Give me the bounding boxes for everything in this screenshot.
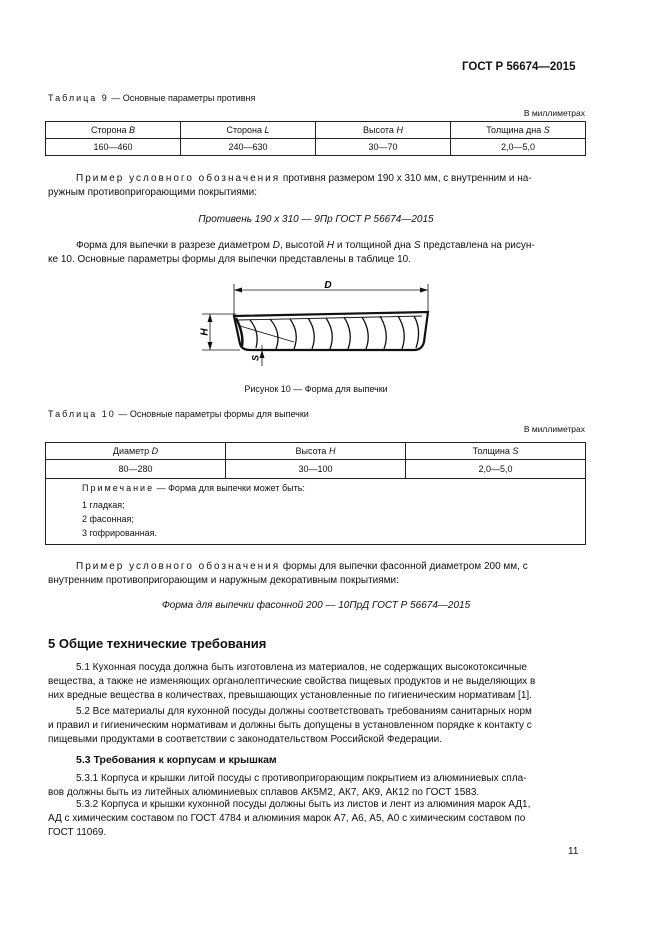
arrow-icon xyxy=(208,342,213,350)
table10-units: В миллиметрах xyxy=(523,424,585,434)
paragraph-5-1: 5.1 Кухонная посуда должна быть изготовлена из материалов, не содержащих высокотоксичные вещества, а также не изменяющих органолептические свойства пищевых продуктов и не выделяющих в них вредные вещества в количествах, превышающих установленные по гигиеническим нормативам [1]. xyxy=(48,662,536,701)
table9-header-cell: Высота H xyxy=(316,122,451,139)
arrow-icon xyxy=(420,288,428,293)
paragraph-5-3-2: 5.3.2 Корпуса и крышки кухонной посуды должны быть из листов и лент из алюминия марок АД1, АД с химическим составом по ГОСТ 4784 и алюминия марок А7, А6, А5, А0 с химическим составом по ГОСТ 11069. xyxy=(48,799,531,838)
arrow-icon xyxy=(208,314,213,322)
table9-data-row xyxy=(46,139,586,156)
table9-cell: 30—70 xyxy=(316,139,451,156)
paragraph-5-2: 5.2 Все материалы для кухонной посуды должны соответствовать требованиям санитарных норм и правил и гигиеническим нормативам и должны быть допущены в установленном порядке к контакту с пищевыми продуктами в соответствии с законодательством Российской Федерации. xyxy=(48,706,532,745)
table10-caption-text: — Основные параметры формы для выпечки xyxy=(115,409,309,419)
section-5-heading: 5 Общие технические требования xyxy=(48,636,267,651)
page-number: 11 xyxy=(568,846,579,857)
table10-caption xyxy=(48,409,309,419)
table10-data-row xyxy=(46,460,586,479)
table10-cell: 2,0—5,0 xyxy=(406,460,586,479)
label-d: D xyxy=(324,280,332,291)
example1-designation: Противень 190 х 310 — 9Пр ГОСТ Р 56674—2015 xyxy=(198,214,434,225)
table10-header-cell: Толщина S xyxy=(406,443,586,460)
table9-units: В миллиметрах xyxy=(523,108,585,118)
table10-note-row xyxy=(46,479,586,545)
table9-cell: 160—460 xyxy=(46,139,181,156)
table9 xyxy=(45,121,586,156)
table10-header-cell: Высота H xyxy=(226,443,406,460)
label-s: S xyxy=(250,354,261,362)
table9-header-cell: Сторона L xyxy=(181,122,316,139)
table10-header-cell: Диаметр D xyxy=(46,443,226,460)
label-h: H xyxy=(199,328,211,336)
table10-note: Примечание — Форма для выпечки может быть: 1 гладкая; 2 фасонная; 3 гофрированная. xyxy=(46,479,586,545)
example2-designation: Форма для выпечки фасонной 200 — 10ПрД ГОСТ Р 56674—2015 xyxy=(161,600,471,611)
table10 xyxy=(45,442,586,545)
table9-caption-prefix: Таблица 9 xyxy=(48,93,109,103)
table9-caption-text: — Основные параметры противня xyxy=(108,93,256,103)
note-lead: Примечание xyxy=(82,483,155,493)
example1-lead: Пример условного обозначения xyxy=(76,173,281,184)
note-item: 1 гладкая; xyxy=(82,500,125,510)
figure-10-drawing xyxy=(190,276,450,372)
table10-cell: 30—100 xyxy=(226,460,406,479)
example2-text: Пример условного обозначения формы для выпечки фасонной диаметром 200 мм, с внутренним противопригорающим и наружным декоративным покрытиями: xyxy=(48,561,528,586)
subsection-5-3-heading: 5.3 Требования к корпусам и крышкам xyxy=(76,754,277,766)
table10-cell: 80—280 xyxy=(46,460,226,479)
table9-header-cell: Толщина дна S xyxy=(451,122,586,139)
standard-number: ГОСТ Р 56674—2015 xyxy=(462,61,576,73)
figure-caption: Рисунок 10 — Форма для выпечки xyxy=(244,384,388,394)
table10-header-row xyxy=(46,443,586,460)
table9-caption xyxy=(48,93,255,103)
paragraph-5-3-1: 5.3.1 Корпуса и крышки литой посуды с противопригорающим покрытием из алюминиевых спла- вов должны быть из литейных алюминиевых сплавов АК5М2, АК7, АК9, АК12 по ГОСТ 1583. xyxy=(48,773,527,798)
table9-cell: 240—630 xyxy=(181,139,316,156)
table10-caption-prefix: Таблица 10 xyxy=(48,409,116,419)
arrow-icon xyxy=(234,288,242,293)
example2-lead: Пример условного обозначения xyxy=(76,561,281,572)
note-item: 3 гофрированная. xyxy=(82,528,158,538)
table9-header-cell: Сторона B xyxy=(46,122,181,139)
note-item: 2 фасонная; xyxy=(82,514,134,524)
table9-cell: 2,0—5,0 xyxy=(451,139,586,156)
table9-header-row xyxy=(46,122,586,139)
form-paragraph: Форма для выпечки в разрезе диаметром D, высотой H и толщиной дна S представлена на рисун- ке 10. Основные параметры формы для выпечки представлены в таблице 10. xyxy=(48,240,535,265)
example1-text: Пример условного обозначения противня размером 190 х 310 мм, с внутренним и на- ружным противопригорающими покрытиями: xyxy=(48,173,532,198)
